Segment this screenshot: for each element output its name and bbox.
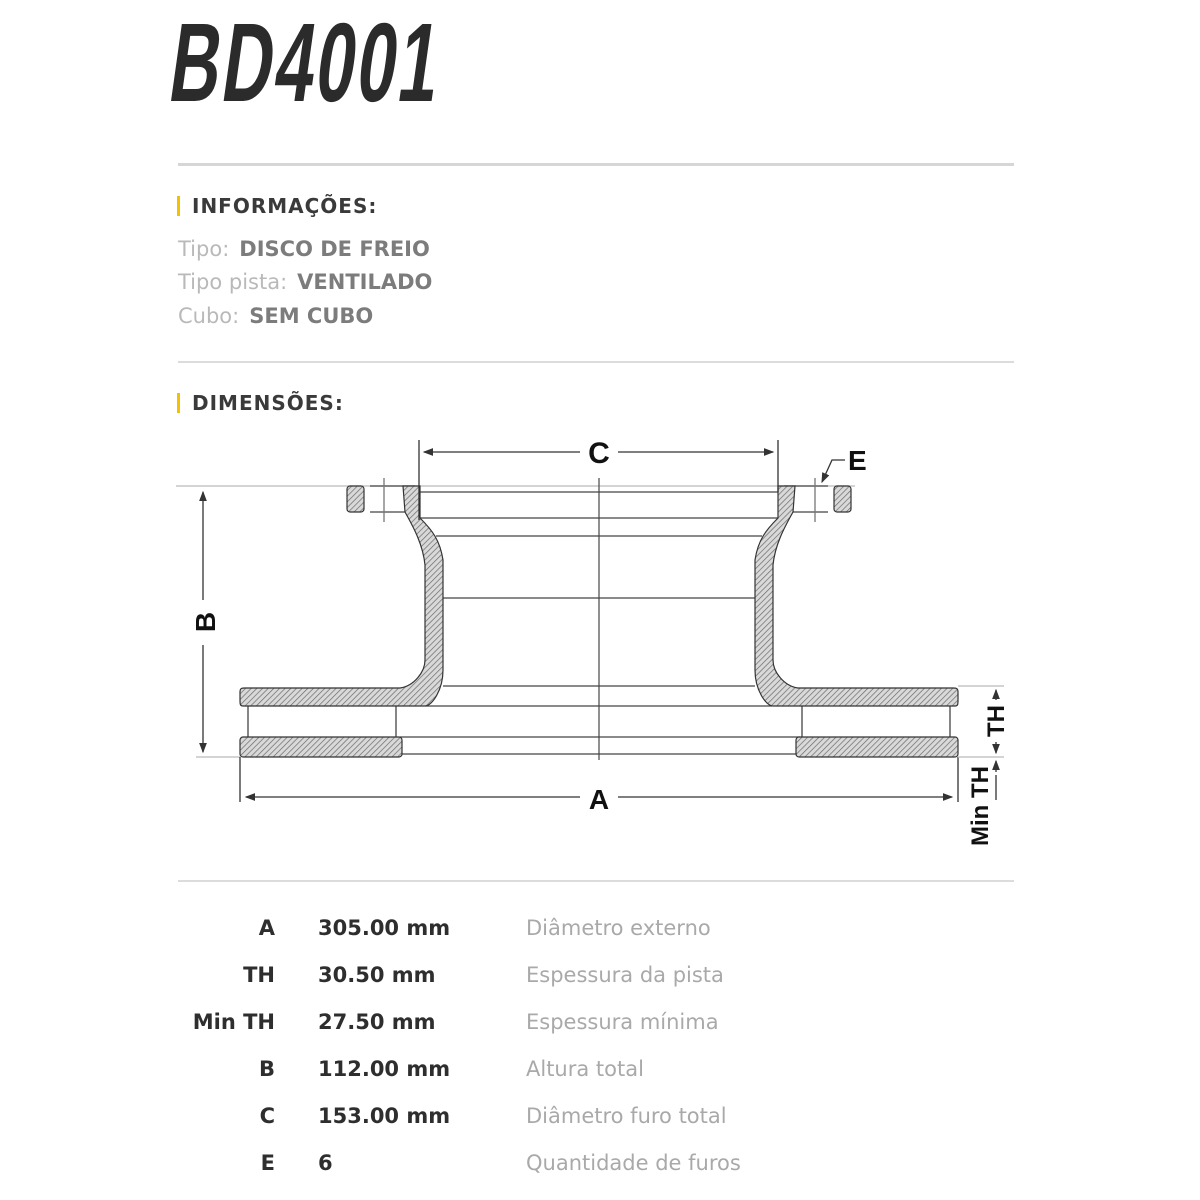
spec-description: Diâmetro externo: [526, 916, 711, 940]
spec-code: A: [258, 916, 275, 940]
divider: [178, 163, 1014, 166]
info-heading-text: INFORMAÇÕES:: [192, 194, 378, 218]
info-row-tipo: [178, 237, 430, 261]
spec-description: Quantidade de furos: [526, 1151, 741, 1175]
spec-value: 112.00 mm: [318, 1057, 451, 1081]
dimensions-heading-text: DIMENSÕES:: [192, 391, 344, 415]
info-row-tipo-pista: [178, 270, 432, 294]
spec-description: Diâmetro furo total: [526, 1104, 727, 1128]
spec-description: Espessura mínima: [526, 1010, 719, 1034]
divider: [178, 361, 1014, 363]
spec-value: 305.00 mm: [318, 916, 451, 940]
label-b: B: [190, 611, 221, 633]
label-th: TH: [983, 705, 1010, 737]
product-code-title: BD4001: [162, 0, 451, 125]
spec-row-e: [190, 1151, 890, 1181]
spec-row-c: [190, 1104, 890, 1134]
spec-value: 27.50 mm: [318, 1010, 436, 1034]
info-key: Tipo pista:: [178, 270, 288, 294]
spec-description: Espessura da pista: [526, 963, 724, 987]
info-section-heading: [177, 194, 377, 218]
spec-value: 153.00 mm: [318, 1104, 451, 1128]
accent-bar: [177, 196, 180, 216]
brake-disc-cross-section-diagram: [0, 420, 1200, 880]
divider: [178, 880, 1014, 882]
label-c: C: [588, 437, 610, 470]
spec-row-a: [190, 916, 890, 946]
spec-value: 30.50 mm: [318, 963, 436, 987]
spec-code: Min TH: [192, 1010, 275, 1034]
label-a: A: [588, 784, 610, 815]
label-e: E: [848, 445, 867, 476]
spec-row-th: [190, 963, 890, 993]
spec-row-min-th: [190, 1010, 890, 1040]
info-key: Cubo:: [178, 304, 240, 328]
info-row-cubo: [178, 304, 373, 328]
spec-row-b: [190, 1057, 890, 1087]
spec-code: E: [260, 1151, 275, 1175]
spec-value: 6: [318, 1151, 333, 1175]
info-value: VENTILADO: [297, 270, 433, 294]
spec-code: TH: [243, 963, 275, 987]
info-value: DISCO DE FREIO: [239, 237, 430, 261]
info-value: SEM CUBO: [249, 304, 374, 328]
label-min-th: Min TH: [967, 766, 994, 846]
spec-description: Altura total: [526, 1057, 644, 1081]
accent-bar: [177, 393, 180, 413]
dimensions-section-heading: [177, 391, 344, 415]
info-key: Tipo:: [178, 237, 230, 261]
spec-code: B: [258, 1057, 275, 1081]
spec-code: C: [259, 1104, 275, 1128]
